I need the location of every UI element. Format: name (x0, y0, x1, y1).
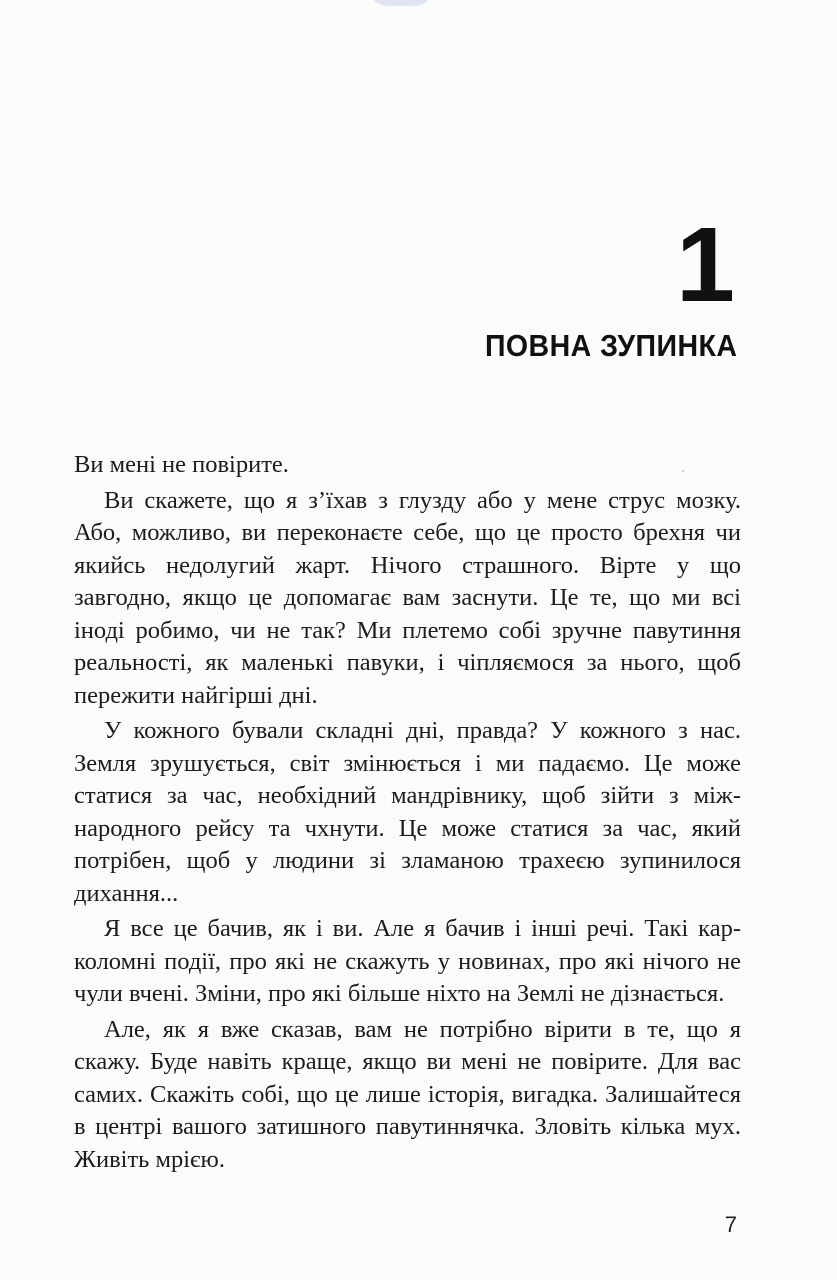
chapter-title: ПОВНА ЗУПИНКА (484, 328, 737, 363)
chapter-body (74, 449, 741, 1179)
paragraph-4: Я все це бачив, як і ви. Але я бачив і інші речі. Такі карколомні події, про які не скажуть у новинах, про які нічого не чули вчені. Зміни, про які більше ніхто на Землі не дізнається. (74, 915, 741, 1007)
page-number: 7 (724, 1212, 737, 1237)
paragraph-5: Але, як я вже сказав, вам не потрібно вірити в те, що я скажу. Буде навіть краще, якщо ви мені не повірите. Для вас самих. Скажіть собі, що це лише історія, вигадка. Залишайтеся в центрі вашого затишного павутиннячка. Зловіть кілька мух. Живіть мрією. (74, 1015, 741, 1173)
chapter-number: 1 (676, 206, 733, 324)
print-smudge (368, 0, 434, 6)
paragraph-2: Ви скажете, що я з’їхав з глузду або у мене струс мозку. Або, можливо, ви переконаєте себе, що це просто брехня чи якийсь недолугий жарт. Нічого страшного. Вірте у що завгодно, якщо це допомагає вам заснути. Це те, що ми всі іноді робимо, чи не так? Ми плетемо собі зручне павутиння реальності, як маленькі павуки, і чіпляємося за нього, щоб пережити найгірші дні. (74, 486, 741, 709)
paragraph-1: Ви мені не повірите. (74, 451, 289, 478)
paragraph-3: У кожного бували складні дні, правда? У кожного з нас. Земля зрушується, світ змінюється і ми падаємо. Це може статися за час, необхідний мандрівнику, щоб зійти з міжнародного рейсу та чхнути. Це може статися за час, який потрібен, щоб у людини зі зламаною трахеєю зупинилося дихання... (74, 717, 741, 907)
